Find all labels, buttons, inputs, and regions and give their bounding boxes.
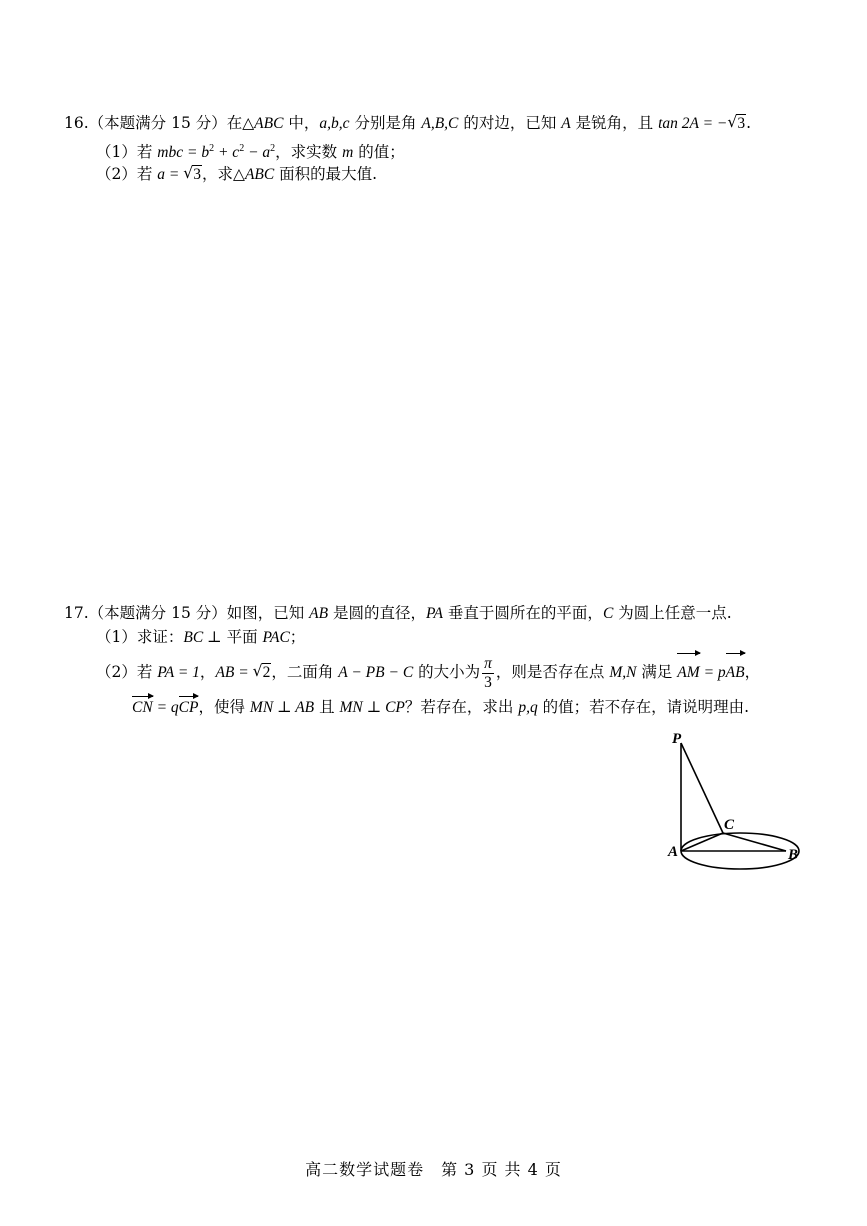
q16-number: 16. <box>64 114 89 132</box>
q16-part1: （1）若 mbc = $b^2 + c^2 - a^2$，求实数 m 的值； <box>96 143 405 162</box>
q17-part2-line1: （2）若 PA = 1，AB = √ 2，二面角 A − PB − C 的大小为 $\frac{\pi}{3}$ ，则是否存在点 M,N 满足 AM = pAB， <box>96 654 760 692</box>
q17-number: 17. <box>64 604 89 622</box>
label-b: B <box>788 847 799 863</box>
sqrt-3: √ 3 <box>727 114 746 134</box>
vector-cp: CP <box>178 699 199 716</box>
q16-stem: 16.（本题满分 15 分）在△ABC 中，a,b,c 分别是角 A,B,C 的对边，已知 A 是锐角，且 tan 2A = −√ 3. <box>64 113 751 134</box>
segment-pc <box>681 743 723 833</box>
segment-cb <box>723 833 786 851</box>
page-footer: 高二数学试题卷 第 3 页 共 4 页 <box>305 1160 562 1179</box>
pi-over-3: $\frac{\pi}{3}$ <box>484 654 492 691</box>
q17-part1: （1）求证：BC ⊥ 平面 PAC； <box>96 628 306 646</box>
q17-stem: 17.（本题满分 15 分）如图，已知 AB 是圆的直径，PA 垂直于圆所在的平面，C 为圆上任意一点. <box>64 604 732 622</box>
geometry-figure <box>660 725 810 885</box>
label-a: A <box>668 844 679 860</box>
label-c: C <box>724 817 735 833</box>
vector-cn: CN <box>132 699 153 716</box>
q17-part2-line2: CN = qCP，使得 MN ⊥ AB 且 MN ⊥ CP？若存在，求出 p,q 的值；若不存在，请说明理由. <box>132 698 750 716</box>
vector-ab: AB <box>726 655 745 691</box>
label-p: P <box>672 731 682 747</box>
q16-part2: （2）若 a = √ 3，求△ABC 面积的最大值. <box>96 164 377 185</box>
vector-am: AM <box>677 655 699 691</box>
